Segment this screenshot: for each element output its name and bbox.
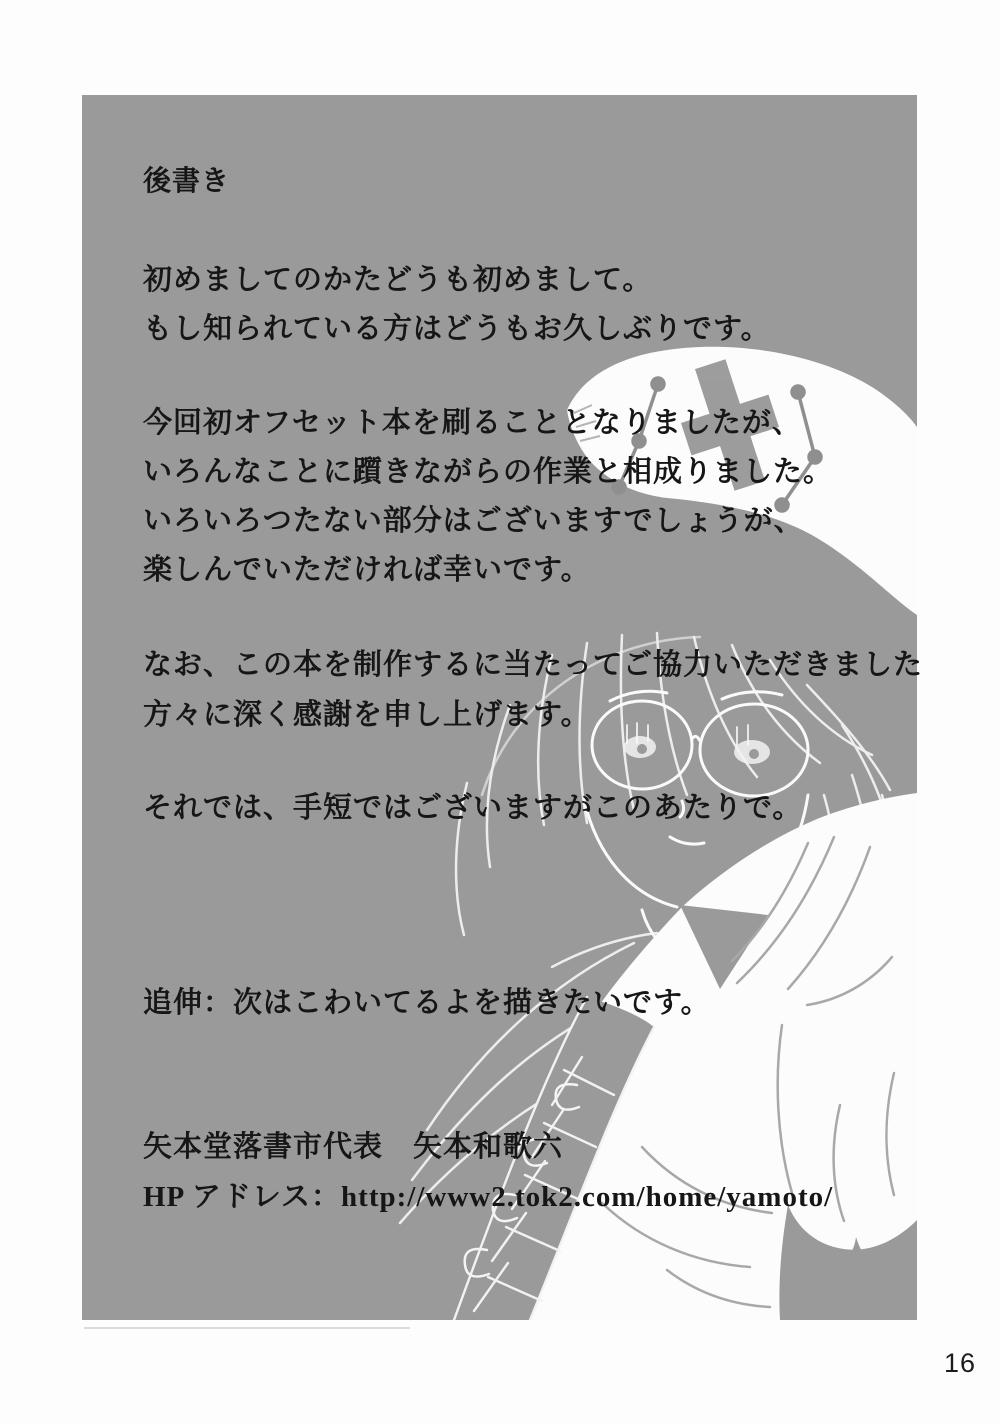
afterword-title: 後書き <box>143 166 231 197</box>
body-line: 方々に深く感謝を申し上げます。 <box>143 699 591 731</box>
postscript-line: 追伸：次はこわいてるよを描きたいです。 <box>143 987 711 1019</box>
body-line: いろんなことに躓きながらの作業と相成りました。 <box>143 456 834 488</box>
scan-artifact-line <box>84 1327 410 1329</box>
body-line: いろいろつたない部分はございますでしょうが、 <box>143 505 804 537</box>
body-line: なお、この本を制作するに当たってご協力いただきました <box>143 649 924 681</box>
body-line: 初めましてのかたどうも初めまして。 <box>143 264 653 296</box>
body-line: それでは、手短ではございますがこのあたりで。 <box>143 792 803 824</box>
body-line: 楽しんでいただければ幸いです。 <box>143 554 591 586</box>
page-number: 16 <box>944 1348 977 1378</box>
body-line: もし知られている方はどうもお久しぶりです。 <box>143 313 771 345</box>
body-line: 今回初オフセット本を刷ることとなりましたが、 <box>143 407 802 439</box>
credit-representative: 矢本堂落書市代表 矢本和歌六 <box>143 1131 564 1163</box>
credit-homepage-url: HP アドレス：http://www2.tok2.com/home/yamoto/ <box>143 1181 834 1213</box>
